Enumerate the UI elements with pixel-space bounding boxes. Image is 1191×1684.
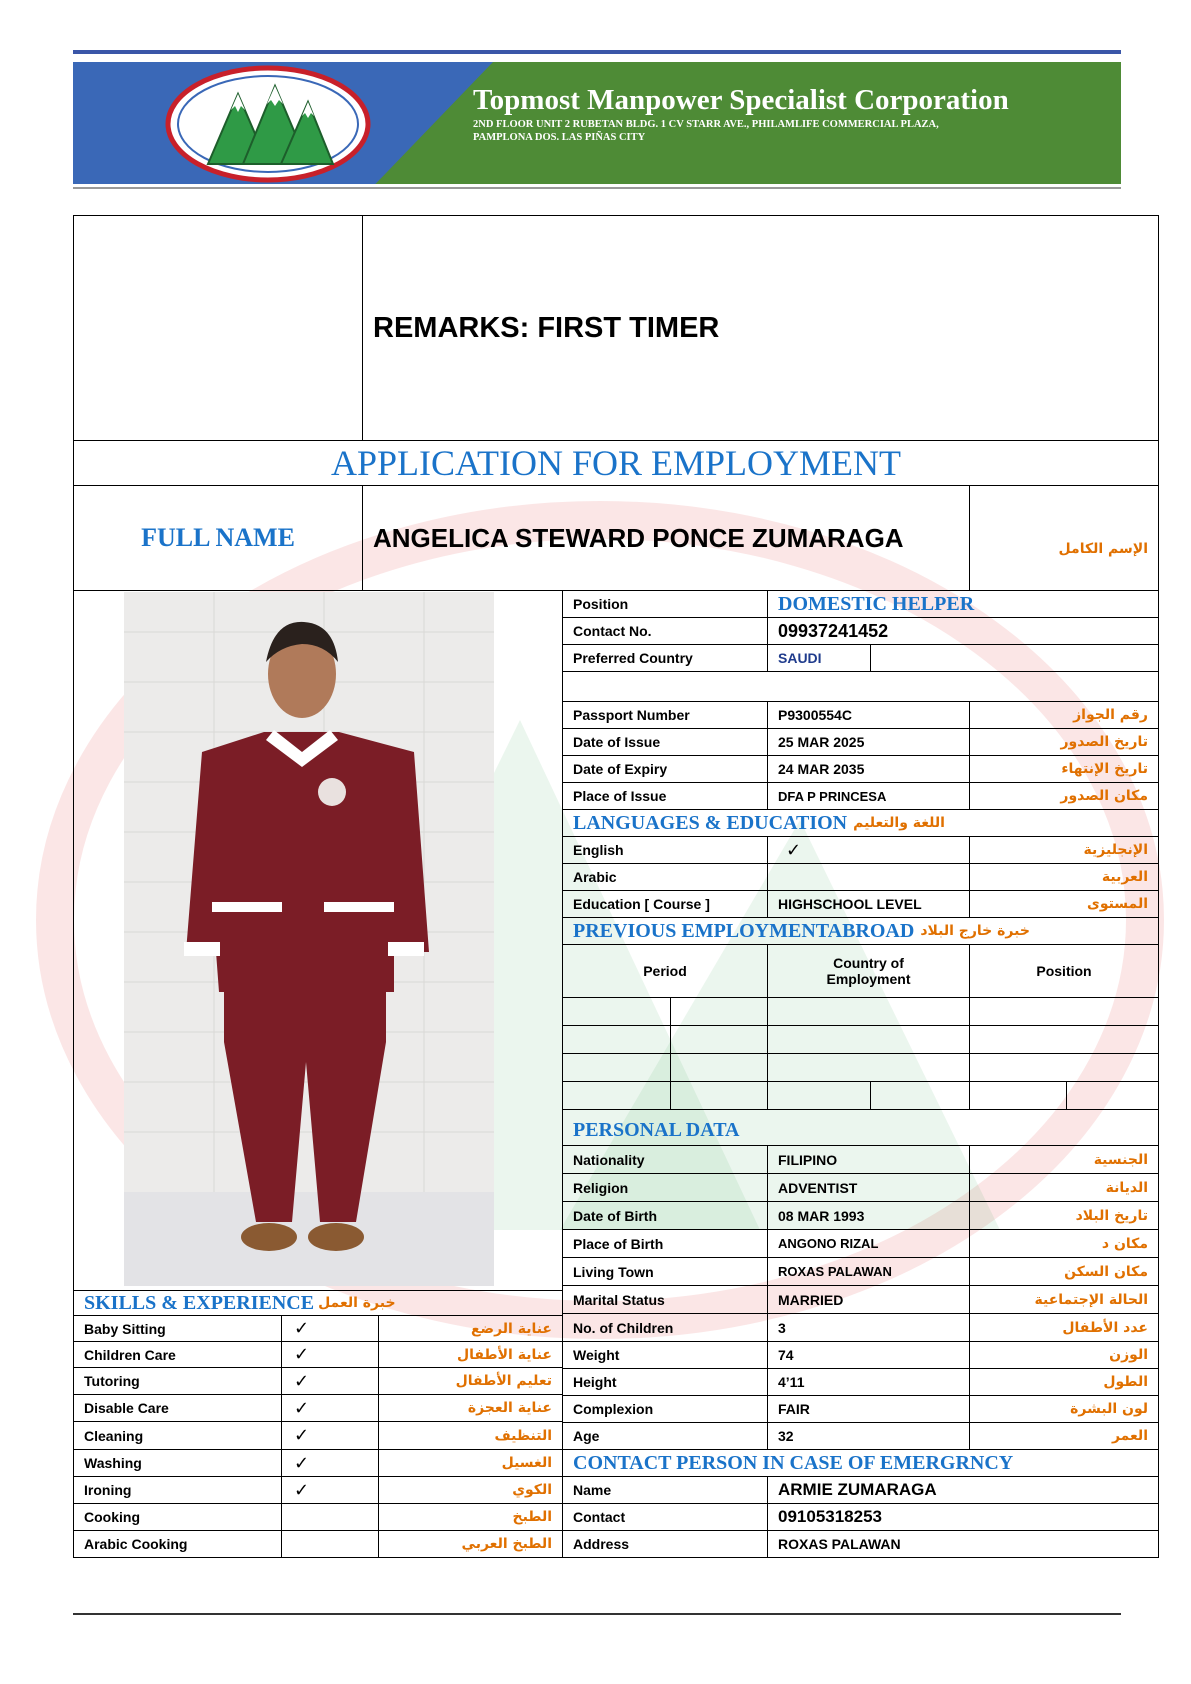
passport-number-value-cell [767, 701, 970, 729]
english-arabic: الإنجليزية [1083, 842, 1148, 858]
employment-col-country [767, 944, 970, 998]
employment-header: PREVIOUS EMPLOYMENTABROAD [573, 919, 915, 942]
skill-cleaning-arabic-cell [378, 1421, 563, 1450]
emergency-address-label: Address [573, 1536, 630, 1552]
english-check-icon: ✓ [786, 839, 802, 860]
date-expiry-label-cell [562, 755, 768, 783]
nationality-value-cell [767, 1145, 970, 1174]
applicant-photo-illustration [124, 592, 494, 1286]
emergency-address-label-cell [562, 1530, 768, 1558]
employment-country-label-line1: Country of [833, 955, 904, 971]
pob-value: ANGONO RIZAL [778, 1236, 879, 1251]
position-value-cell [767, 590, 1159, 618]
country-value: SAUDI [778, 650, 822, 666]
skill-baby-sitting-arabic: عناية الرضع [470, 1320, 552, 1337]
complexion-arabic: لون البشرة [1070, 1401, 1148, 1417]
marital-label-cell [562, 1285, 768, 1314]
country-label-cell [562, 644, 768, 672]
languages-header-cell [562, 809, 1159, 837]
employment-position-label: Position [1036, 963, 1092, 979]
passport-number-arabic: رقم الجواز [1073, 707, 1148, 723]
date-expiry-value: 24 MAR 2035 [778, 761, 865, 777]
children-value-cell [767, 1313, 970, 1342]
employment-row-4-country-b [870, 1081, 970, 1110]
age-value: 32 [778, 1428, 794, 1444]
skill-arabic-cooking-label-cell [73, 1530, 282, 1558]
skill-arabic-cooking-arabic-cell [378, 1530, 563, 1558]
personal-header: PERSONAL DATA [573, 1119, 740, 1141]
education-label-cell [562, 890, 768, 918]
languages-header: LANGUAGES & EDUCATION [573, 811, 848, 834]
nationality-label: Nationality [573, 1151, 645, 1168]
employment-row-2-position [969, 1025, 1159, 1054]
marital-arabic: الحالة الإجتماعية [1034, 1291, 1148, 1308]
country-label: Preferred Country [573, 650, 693, 666]
banner-top-line [73, 50, 1121, 54]
contact-value-cell [767, 617, 1159, 645]
applicant-photo [124, 592, 494, 1286]
emergency-contact-label: Contact [573, 1509, 626, 1525]
company-logo-icon [163, 64, 373, 184]
living-town-value-cell [767, 1257, 970, 1286]
skill-baby-sitting-label-cell [73, 1315, 282, 1342]
children-label: No. of Children [573, 1319, 674, 1336]
arabic-label: Arabic [573, 869, 617, 885]
education-value-cell [767, 890, 970, 918]
remarks-cell [362, 215, 1159, 441]
emergency-contact-value: 09105318253 [778, 1507, 883, 1526]
english-label-cell [562, 836, 768, 864]
employment-row-2-country [767, 1025, 970, 1054]
skill-cleaning-label-cell [73, 1421, 282, 1450]
full-name-label: FULL NAME [141, 523, 295, 552]
skill-tutoring-arabic-cell [378, 1367, 563, 1395]
full-name-arabic-cell [969, 485, 1159, 591]
marital-arabic-cell [969, 1285, 1159, 1314]
full-name-value-cell [362, 485, 970, 591]
skill-children-care-check-icon: ✓ [294, 1344, 310, 1364]
company-address-line2: PAMPLONA DOS. LAS PIÑAS CITY [473, 132, 646, 143]
height-value: 4’11 [778, 1374, 805, 1390]
emergency-address-value-cell [767, 1530, 1159, 1558]
dob-label: Date of Birth [573, 1207, 657, 1224]
arabic-label-cell [562, 863, 768, 891]
emergency-header-cell [562, 1449, 1159, 1477]
children-value: 3 [778, 1319, 786, 1336]
employment-row-4-position-b [1066, 1081, 1159, 1110]
nationality-arabic: الجنسية [1093, 1151, 1148, 1168]
company-banner [73, 50, 1121, 200]
page-bottom-rule [73, 1613, 1121, 1615]
english-arabic-cell [969, 836, 1159, 864]
skill-cooking-label: Cooking [84, 1509, 140, 1525]
passport-number-label-cell [562, 701, 768, 729]
skill-disable-care-arabic: عناية العجزة [467, 1400, 552, 1416]
skill-cleaning-check-icon: ✓ [294, 1425, 310, 1445]
skill-children-care-check-cell [281, 1341, 379, 1368]
employment-row-1-from [562, 997, 671, 1026]
pob-label-cell [562, 1229, 768, 1258]
contact-label-cell [562, 617, 768, 645]
skill-tutoring-label: Tutoring [84, 1373, 140, 1389]
place-issue-arabic: مكان الصدور [1060, 788, 1148, 804]
complexion-label: Complexion [573, 1401, 654, 1417]
skill-children-care-arabic-cell [378, 1341, 563, 1368]
employment-row-1-country [767, 997, 970, 1026]
education-label: Education [ Course ] [573, 896, 710, 912]
date-expiry-value-cell [767, 755, 970, 783]
date-issue-arabic-cell [969, 728, 1159, 756]
passport-number-label: Passport Number [573, 707, 690, 723]
skill-ironing-label: Ironing [84, 1482, 132, 1498]
skill-baby-sitting-check-cell [281, 1315, 379, 1342]
dob-arabic-cell [969, 1201, 1159, 1230]
weight-label: Weight [573, 1347, 620, 1363]
skill-cleaning-label: Cleaning [84, 1427, 144, 1444]
religion-arabic-cell [969, 1173, 1159, 1202]
skill-washing-arabic: الغسيل [501, 1455, 552, 1471]
skill-ironing-check-icon: ✓ [294, 1479, 310, 1500]
pob-value-cell [767, 1229, 970, 1258]
full-name-arabic: الإسم الكامل [1058, 541, 1148, 557]
date-issue-arabic: تاريخ الصدور [1060, 734, 1148, 750]
complexion-label-cell [562, 1395, 768, 1423]
employment-row-4-country-a [767, 1081, 871, 1110]
arabic-value-cell [767, 863, 970, 891]
form-title-cell [73, 440, 1159, 486]
passport-number-arabic-cell [969, 701, 1159, 729]
languages-header-arabic: اللغة والتعليم [853, 815, 945, 831]
height-label-cell [562, 1368, 768, 1396]
company-address-line1: 2ND FLOOR UNIT 2 RUBETAN BLDG. 1 CV STARR AVE., PHILAMLIFE COMMERCIAL PLAZA, [473, 119, 939, 130]
complexion-arabic-cell [969, 1395, 1159, 1423]
emergency-header: CONTACT PERSON IN CASE OF EMERGRNCY [573, 1451, 1014, 1474]
children-arabic: عدد الأطفال [1062, 1319, 1148, 1336]
pob-label: Place of Birth [573, 1235, 664, 1252]
employment-row-2-to [670, 1025, 768, 1054]
full-name-value: ANGELICA STEWARD PONCE ZUMARAGA [373, 522, 904, 553]
skill-arabic-cooking-check-cell [281, 1530, 379, 1558]
employment-col-position [969, 944, 1159, 998]
skill-washing-check-icon: ✓ [294, 1452, 310, 1473]
skill-tutoring-label-cell [73, 1367, 282, 1395]
weight-label-cell [562, 1341, 768, 1369]
contact-value: 09937241452 [778, 620, 889, 641]
complexion-value-cell [767, 1395, 970, 1423]
employment-header-cell [562, 917, 1159, 945]
english-label: English [573, 842, 624, 858]
nationality-arabic-cell [969, 1145, 1159, 1174]
dob-value-cell [767, 1201, 970, 1230]
weight-arabic-cell [969, 1341, 1159, 1369]
religion-arabic: الديانة [1105, 1179, 1148, 1196]
age-arabic: العمر [1111, 1428, 1148, 1444]
skill-baby-sitting-arabic-cell [378, 1315, 563, 1342]
emergency-contact-label-cell [562, 1503, 768, 1531]
height-value-cell [767, 1368, 970, 1396]
skill-ironing-arabic-cell [378, 1476, 563, 1504]
position-value: DOMESTIC HELPER [778, 592, 975, 615]
religion-label-cell [562, 1173, 768, 1202]
skill-ironing-check-cell [281, 1476, 379, 1504]
marital-value: MARRIED [778, 1291, 844, 1308]
religion-value-cell [767, 1173, 970, 1202]
place-issue-arabic-cell [969, 782, 1159, 810]
position-label-cell [562, 590, 768, 618]
complexion-value: FAIR [778, 1401, 810, 1417]
living-town-value: ROXAS PALAWAN [778, 1264, 892, 1279]
weight-value: 74 [778, 1347, 794, 1363]
personal-header-cell [562, 1109, 1159, 1146]
skill-children-care-label: Children Care [84, 1346, 176, 1363]
nationality-value: FILIPINO [778, 1151, 838, 1168]
marital-label: Marital Status [573, 1291, 665, 1308]
dob-arabic: تاريخ البلاد [1075, 1207, 1148, 1224]
height-arabic: الطول [1103, 1374, 1148, 1390]
place-issue-value: DFA P PRINCESA [778, 788, 887, 804]
dob-label-cell [562, 1201, 768, 1230]
skills-header-arabic: خبرة العمل [318, 1295, 396, 1311]
emergency-name-label: Name [573, 1482, 612, 1498]
employment-row-4-to [670, 1081, 768, 1110]
height-label: Height [573, 1374, 617, 1390]
skill-ironing-label-cell [73, 1476, 282, 1504]
skill-disable-care-check-icon: ✓ [294, 1397, 310, 1418]
skill-cooking-label-cell [73, 1503, 282, 1531]
skill-ironing-arabic: الكوي [512, 1482, 552, 1498]
skill-cooking-arabic-cell [378, 1503, 563, 1531]
english-value-cell [767, 836, 970, 864]
dob-value: 08 MAR 1993 [778, 1207, 865, 1224]
employment-row-2-from [562, 1025, 671, 1054]
living-town-label: Living Town [573, 1263, 654, 1280]
country-value-cell [767, 644, 871, 672]
skill-washing-label: Washing [84, 1455, 142, 1471]
date-expiry-label: Date of Expiry [573, 761, 668, 777]
skill-washing-arabic-cell [378, 1449, 563, 1477]
skill-tutoring-check-icon: ✓ [294, 1370, 310, 1391]
arabic-arabic: العربية [1101, 869, 1148, 885]
skill-cleaning-check-cell [281, 1421, 379, 1450]
education-arabic: المستوى [1086, 896, 1148, 912]
arabic-arabic-cell [969, 863, 1159, 891]
skills-header: SKILLS & EXPERIENCE [84, 1291, 315, 1314]
employment-period-label: Period [643, 963, 687, 979]
weight-value-cell [767, 1341, 970, 1369]
emergency-address-value: ROXAS PALAWAN [778, 1536, 901, 1552]
nationality-label-cell [562, 1145, 768, 1174]
skill-children-care-label-cell [73, 1341, 282, 1368]
date-issue-value: 25 MAR 2025 [778, 734, 865, 750]
employment-row-1-position [969, 997, 1159, 1026]
skill-disable-care-label: Disable Care [84, 1400, 169, 1416]
spacer-row [562, 671, 1159, 702]
place-issue-value-cell [767, 782, 970, 810]
date-expiry-arabic: تاريخ الإنتهاء [1061, 761, 1148, 777]
skill-arabic-cooking-label: Arabic Cooking [84, 1536, 188, 1552]
company-name: Topmost Manpower Specialist Corporation [473, 84, 1009, 116]
date-issue-value-cell [767, 728, 970, 756]
skill-disable-care-check-cell [281, 1394, 379, 1422]
emergency-name-value-cell [767, 1476, 1159, 1504]
skill-disable-care-label-cell [73, 1394, 282, 1422]
employment-row-3-from [562, 1053, 671, 1082]
remarks-text: REMARKS: FIRST TIMER [373, 311, 720, 344]
age-arabic-cell [969, 1422, 1159, 1450]
contact-label: Contact No. [573, 623, 652, 639]
weight-arabic: الوزن [1109, 1347, 1148, 1363]
employment-row-3-to [670, 1053, 768, 1082]
living-town-label-cell [562, 1257, 768, 1286]
employment-row-4-position-a [969, 1081, 1067, 1110]
pob-arabic: مكان د [1101, 1235, 1148, 1252]
place-issue-label: Place of Issue [573, 788, 667, 804]
height-arabic-cell [969, 1368, 1159, 1396]
age-value-cell [767, 1422, 970, 1450]
employment-row-3-country [767, 1053, 970, 1082]
skill-baby-sitting-label: Baby Sitting [84, 1320, 166, 1337]
emergency-contact-value-cell [767, 1503, 1159, 1531]
employment-row-1-to [670, 997, 768, 1026]
passport-number-value: P9300554C [778, 707, 852, 723]
religion-value: ADVENTIST [778, 1179, 858, 1196]
date-issue-label: Date of Issue [573, 734, 661, 750]
skills-header-cell [73, 1290, 563, 1316]
place-issue-label-cell [562, 782, 768, 810]
skill-children-care-arabic: عناية الأطفال [456, 1346, 552, 1363]
emergency-name-value: ARMIE ZUMARAGA [778, 1480, 937, 1499]
pob-arabic-cell [969, 1229, 1159, 1258]
skill-arabic-cooking-arabic: الطبخ العربي [461, 1536, 552, 1552]
children-label-cell [562, 1313, 768, 1342]
remarks-blank-cell [73, 215, 363, 441]
skill-washing-check-cell [281, 1449, 379, 1477]
age-label: Age [573, 1428, 600, 1444]
education-arabic-cell [969, 890, 1159, 918]
skill-cleaning-arabic: التنظيف [494, 1427, 552, 1444]
skill-washing-label-cell [73, 1449, 282, 1477]
living-town-arabic-cell [969, 1257, 1159, 1286]
skill-tutoring-check-cell [281, 1367, 379, 1395]
employment-col-period [562, 944, 768, 998]
education-value: HIGHSCHOOL LEVEL [778, 896, 922, 912]
living-town-arabic: مكان السكن [1064, 1263, 1148, 1280]
date-expiry-arabic-cell [969, 755, 1159, 783]
employment-row-4-from [562, 1081, 671, 1110]
employment-header-arabic: خبرة خارج البلاد [920, 923, 1030, 939]
emergency-name-label-cell [562, 1476, 768, 1504]
marital-value-cell [767, 1285, 970, 1314]
religion-label: Religion [573, 1179, 629, 1196]
skill-baby-sitting-check-icon: ✓ [294, 1318, 310, 1338]
skill-disable-care-arabic-cell [378, 1394, 563, 1422]
children-arabic-cell [969, 1313, 1159, 1342]
date-issue-label-cell [562, 728, 768, 756]
age-label-cell [562, 1422, 768, 1450]
position-label: Position [573, 596, 629, 612]
full-name-label-cell [73, 485, 363, 591]
employment-country-label-line2: Employment [826, 971, 911, 987]
banner-bottom-line [73, 187, 1121, 189]
form-title: APPLICATION FOR EMPLOYMENT [330, 443, 902, 483]
skill-cooking-check-cell [281, 1503, 379, 1531]
employment-row-3-position [969, 1053, 1159, 1082]
skill-cooking-arabic: الطبخ [512, 1509, 552, 1525]
country-extra-cell [870, 644, 1159, 672]
skill-tutoring-arabic: تعليم الأطفال [455, 1373, 552, 1389]
